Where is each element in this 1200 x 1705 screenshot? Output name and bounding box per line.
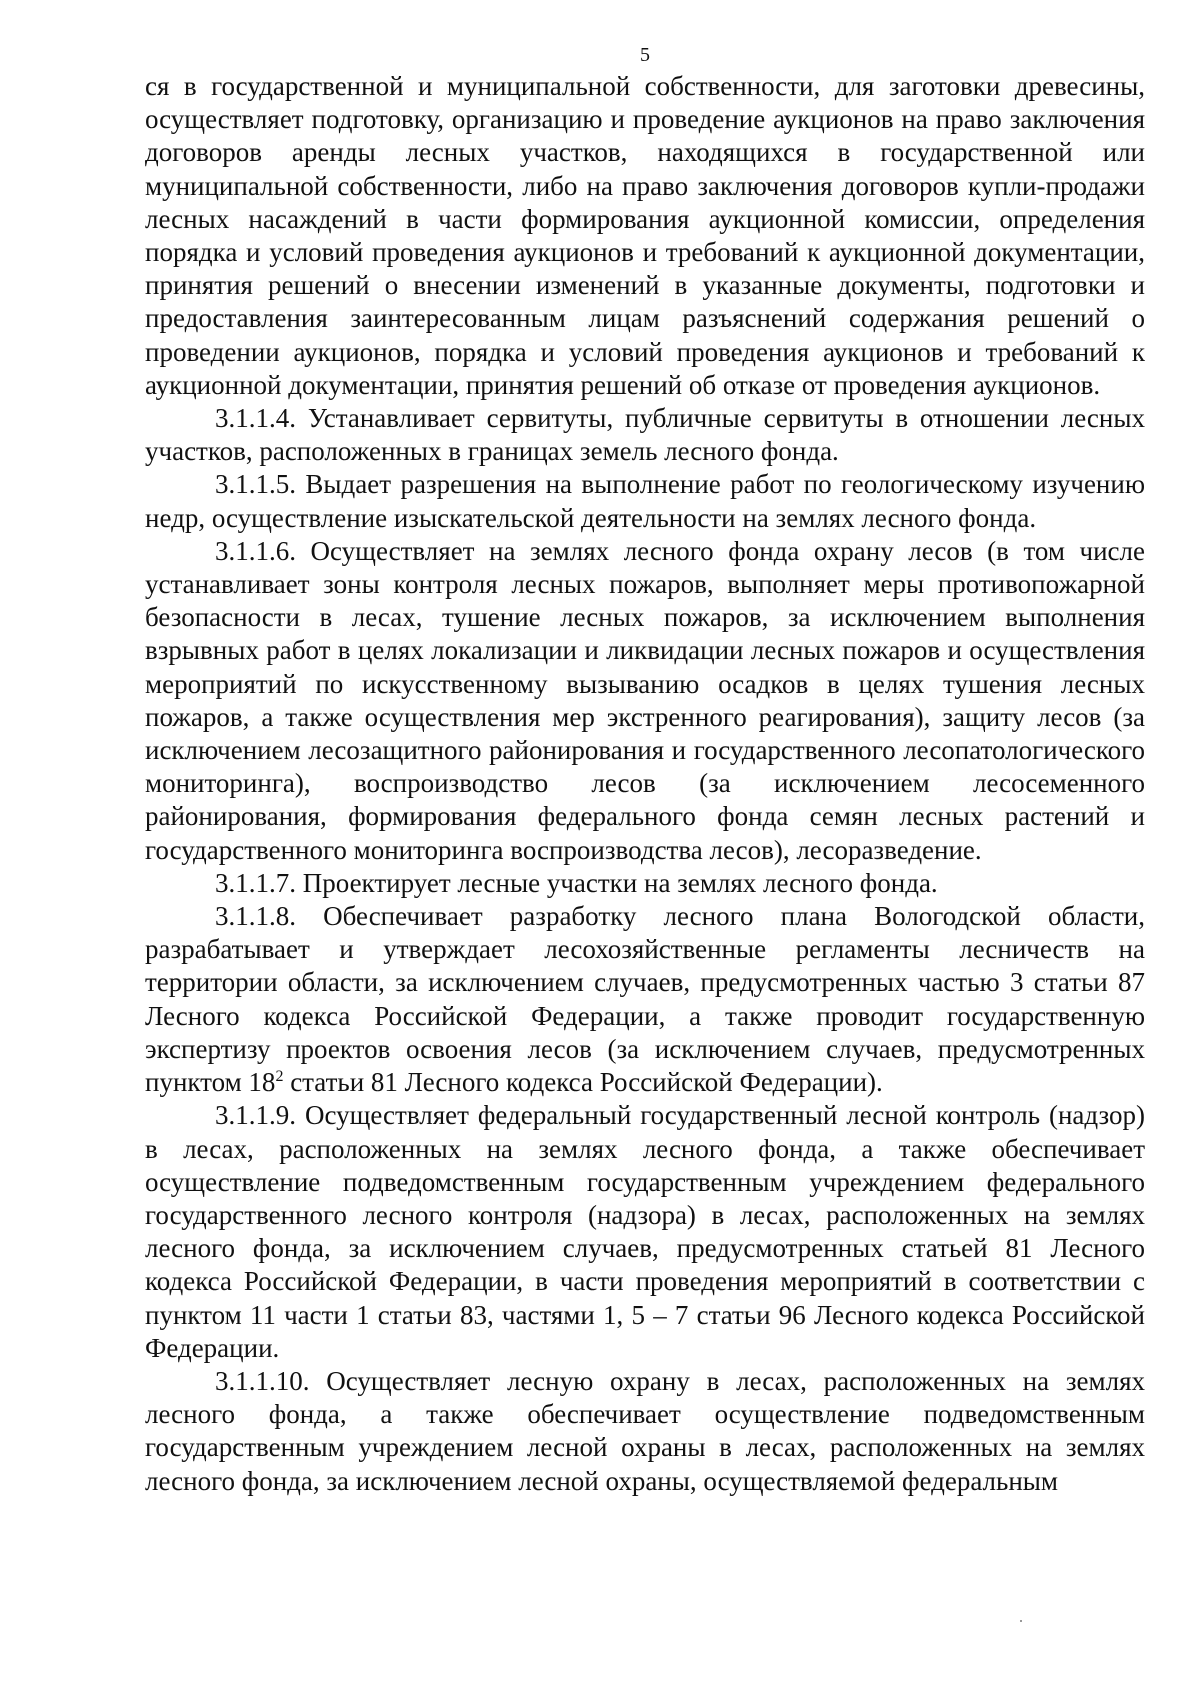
scan-artifact xyxy=(1020,1620,1022,1622)
paragraph-3-1-1-4: 3.1.1.4. Устанавливает сервитуты, публичные сервитуты в отношении лесных участков, расположенных в границах земель лесного фонда. xyxy=(145,403,1145,467)
page-number: 5 xyxy=(640,44,650,66)
paragraph-3-1-1-7: 3.1.1.7. Проектирует лесные участки на землях лесного фонда. xyxy=(215,867,938,898)
paragraph-3-1-1-10: 3.1.1.10. Осуществляет лесную охрану в лесах, расположенных на землях лесного фонда, а также обеспечивает осуществление подведомственным государственным учреждением лесной охраны в лесах, расположенных на землях лесного фонда, за исключением лесной охраны, осуществляемой федеральным xyxy=(145,1365,1145,1496)
document-page xyxy=(145,40,1145,1498)
superscript-number: 2 xyxy=(275,1068,284,1086)
paragraph-3-1-1-8-text: 3.1.1.8. Обеспечивает разработку лесного плана Вологодской области, разрабатывает и утверждает лесохозяйственные регламенты лесничеств на территории области, за исключением случаев, предусмотренных частью 3 статьи 87 Лесного кодекса Российской Федерации, а также проводит государственную экспертизу проектов освоения лесов (за исключением случаев, предусмотренных пунктом 18 xyxy=(145,901,1145,1098)
paragraph-3-1-1-8-tail: статьи 81 Лесного кодекса Российской Федерации). xyxy=(283,1067,883,1098)
paragraph-3-1-1-6: 3.1.1.6. Осуществляет на землях лесного фонда охрану лесов (в том числе устанавливает зоны контроля лесных пожаров, выполняет меры противопожарной безопасности в лесах, тушение лесных пожаров, за исключением выполнения взрывных работ в целях локализации и ликвидации лесных пожаров и осуществления мероприятий по искусственному вызыванию осадков в целях тушения лесных пожаров, а также осуществления мер экстренного реагирования), защиту лесов (за исключением лесозащитного районирования и государственного лесопатологического мониторинга), воспроизводство лесов (за исключением лесосеменного районирования, формирования федерального фонда семян лесных растений и государственного мониторинга воспроизводства лесов), лесоразведение. xyxy=(145,535,1145,865)
paragraph-continuation: ся в государственной и муниципальной собственности, для заготовки древесины, осуществляет подготовку, организацию и проведение аукционов на право заключения договоров аренды лесных участков, находящихся в государственной или муниципальной собственности, либо на право заключения договоров купли-продажи лесных насаждений в части формирования аукционной комиссии, определения порядка и условий проведения аукционов и требований к аукционной документации, принятия решений о внесении изменений в указанные документы, подготовки и предоставления заинтересованным лицам разъяснений содержания решений о проведении аукционов, порядка и условий проведения аукционов и требований к аукционной документации, принятия решений об отказе от проведения аукционов. xyxy=(145,71,1145,400)
paragraph-3-1-1-8 xyxy=(145,900,1145,1099)
paragraph-3-1-1-5: 3.1.1.5. Выдает разрешения на выполнение работ по геологическому изучению недр, осуществление изыскательской деятельности на землях лесного фонда. xyxy=(145,469,1145,533)
paragraph-3-1-1-9: 3.1.1.9. Осуществляет федеральный государственный лесной контроль (надзор) в лесах, расположенных на землях лесного фонда, а также обеспечивает осуществление подведомственным государственным учреждением федерального государственного лесного контроля (надзора) в лесах, расположенных на землях лесного фонда, за исключением случаев, предусмотренных статьей 81 Лесного кодекса Российской Федерации, в части проведения мероприятий в соответствии с пунктом 11 части 1 статьи 83, частями 1, 5 – 7 статьи 96 Лесного кодекса Российской Федерации. xyxy=(145,1100,1145,1363)
